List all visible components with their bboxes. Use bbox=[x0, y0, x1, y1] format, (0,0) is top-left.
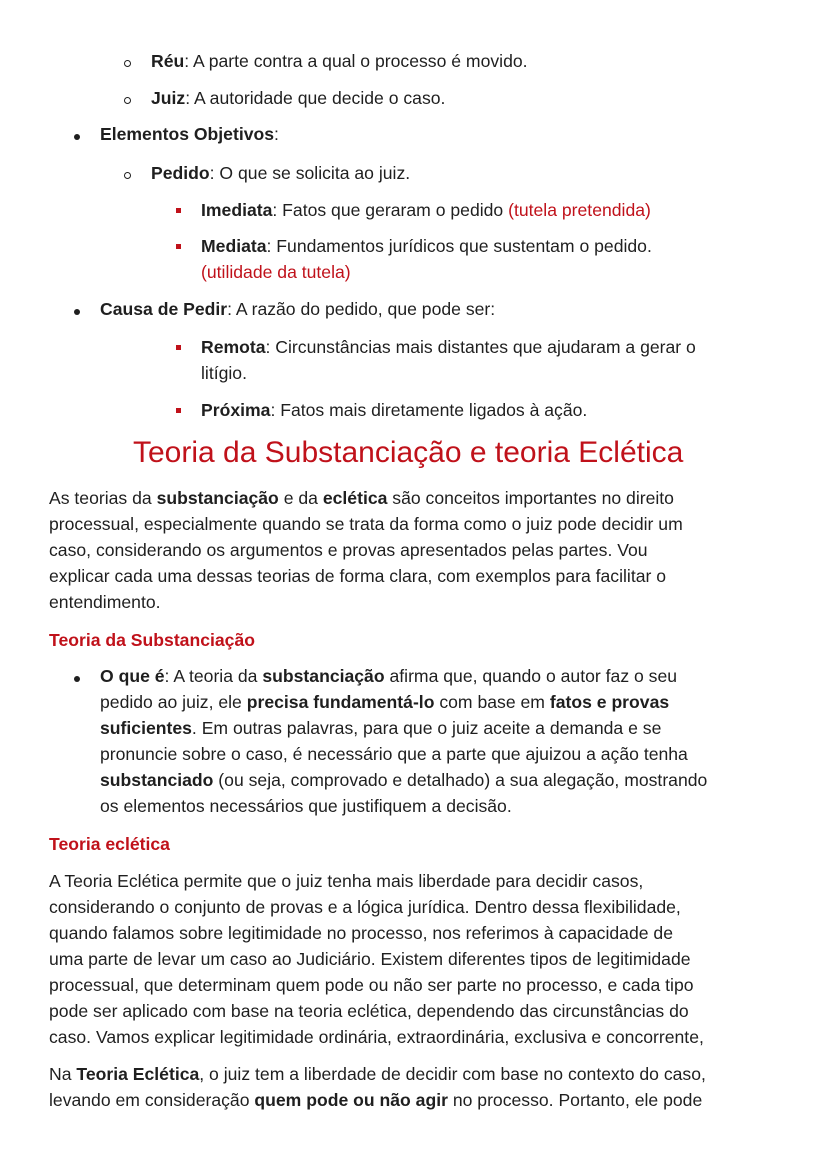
list-item-causa: Causa de Pedir: A razão do pedido, que pode ser: bbox=[100, 299, 496, 319]
section-heading: Teoria da Substanciação e teoria Eclética bbox=[133, 436, 684, 469]
mediata-note: (utilidade da tutela) bbox=[201, 262, 351, 282]
list-item-reu: Réu: A parte contra a qual o processo é movido. bbox=[151, 51, 528, 71]
square-bullet-icon bbox=[176, 244, 181, 249]
ecletica-line-2: considerando o conjunto de provas e a lógica jurídica. Dentro dessa flexibilidade, bbox=[49, 897, 681, 917]
dot-bullet-icon bbox=[74, 134, 80, 140]
square-bullet-icon bbox=[176, 345, 181, 350]
oque-line-2: pedido ao juiz, ele precisa fundamentá-lo com base em fatos e provas bbox=[100, 692, 670, 712]
subheading-ecletica: Teoria eclética bbox=[49, 834, 170, 854]
list-item-juiz: Juiz: A autoridade que decide o caso. bbox=[151, 88, 446, 108]
last-line-2: levando em consideração quem pode ou não agir no processo. Portanto, ele pode bbox=[49, 1090, 703, 1110]
oque-line-4: pronuncie sobre o caso, é necessário que a parte que ajuizou a ação tenha bbox=[100, 744, 688, 764]
ecletica-line-6: pode ser aplicado com base na teoria eclética, dependendo das circunstâncias do bbox=[49, 1001, 689, 1021]
list-item-imediata: Imediata: Fatos que geraram o pedido (tutela pretendida) bbox=[201, 200, 651, 220]
list-item-objetivos: Elementos Objetivos: bbox=[100, 124, 279, 144]
list-item-remota: Remota: Circunstâncias mais distantes que ajudaram a gerar o bbox=[201, 337, 696, 357]
oque-line-5: substanciado (ou seja, comprovado e detalhado) a sua alegação, mostrando bbox=[100, 770, 708, 790]
circle-bullet-icon bbox=[124, 60, 131, 67]
intro-line-2: processual, especialmente quando se trata da forma como o juiz pode decidir um bbox=[49, 514, 683, 534]
remota-continuation: litígio. bbox=[201, 363, 247, 383]
circle-bullet-icon bbox=[124, 97, 131, 104]
oque-line-3: suficientes. Em outras palavras, para que o juiz aceite a demanda e se bbox=[100, 718, 662, 738]
intro-line-5: entendimento. bbox=[49, 592, 161, 612]
intro-line-4: explicar cada uma dessas teorias de forma clara, com exemplos para facilitar o bbox=[49, 566, 667, 586]
oque-line-6: os elementos necessários que justifiquem a decisão. bbox=[100, 796, 512, 816]
ecletica-line-1: A Teoria Eclética permite que o juiz tenha mais liberdade para decidir casos, bbox=[49, 871, 644, 891]
square-bullet-icon bbox=[176, 208, 181, 213]
square-bullet-icon bbox=[176, 408, 181, 413]
list-item-pedido: Pedido: O que se solicita ao juiz. bbox=[151, 163, 411, 183]
ecletica-line-7: caso. Vamos explicar legitimidade ordinária, extraordinária, exclusiva e concorrente, bbox=[49, 1027, 704, 1047]
dot-bullet-icon bbox=[74, 676, 80, 682]
dot-bullet-icon bbox=[74, 309, 80, 315]
circle-bullet-icon bbox=[124, 172, 131, 179]
subheading-substanciacao: Teoria da Substanciação bbox=[49, 630, 255, 650]
intro-line-1: As teorias da substanciação e da eclética são conceitos importantes no direito bbox=[49, 488, 674, 508]
ecletica-line-3: quando falamos sobre legitimidade no processo, nos referimos à capacidade de bbox=[49, 923, 673, 943]
list-item-mediata: Mediata: Fundamentos jurídicos que sustentam o pedido. bbox=[201, 236, 652, 256]
list-item-proxima: Próxima: Fatos mais diretamente ligados à ação. bbox=[201, 400, 588, 420]
ecletica-line-4: uma parte de levar um caso ao Judiciário. Existem diferentes tipos de legitimidade bbox=[49, 949, 691, 969]
ecletica-line-5: processual, que determinam quem pode ou não ser parte no processo, e cada tipo bbox=[49, 975, 694, 995]
intro-line-3: caso, considerando os argumentos e provas apresentados pelas partes. Vou bbox=[49, 540, 648, 560]
oque-line-1: O que é: A teoria da substanciação afirma que, quando o autor faz o seu bbox=[100, 666, 678, 686]
last-line-1: Na Teoria Eclética, o juiz tem a liberdade de decidir com base no contexto do caso, bbox=[49, 1064, 706, 1084]
